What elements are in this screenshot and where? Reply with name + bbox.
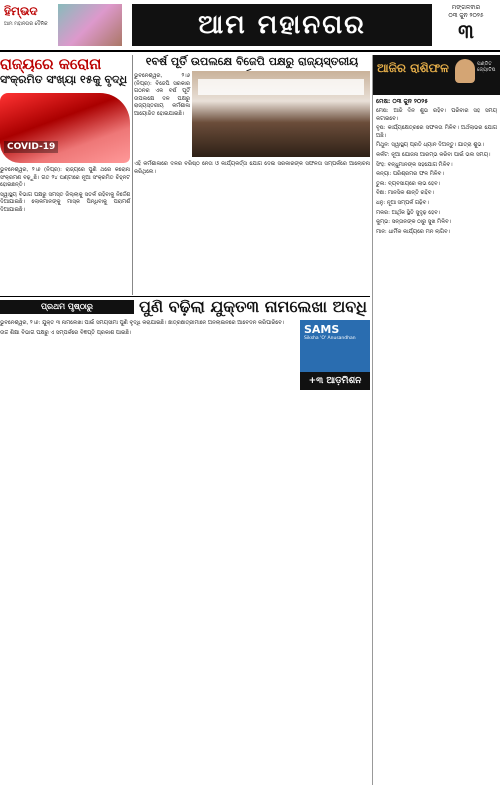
logo-tagline: ଆମ ମହାନଗର ଦୈନିକ (4, 21, 48, 27)
lead-story (0, 55, 130, 295)
sams-advertisement[interactable] (300, 320, 370, 372)
story2-body (134, 161, 370, 178)
masthead-logo-block (4, 4, 48, 48)
story2-paragraph: ଭୁବନେଶ୍ୱର, ୨।୬ (ନିପ୍ର): ବିଜେପି ସରକାର ଗଠନର ଏକ ବର୍ଷ ପୂର୍ତି ଉପଲକ୍ଷେ ଦଳ ପକ୍ଷରୁ ରାଜ୍ୟସ୍ତରୀୟ କର୍ମଶାଳା ଆୟୋଜିତ ହୋଇଯାଇଛି। (134, 73, 190, 117)
from-front-page-banner: ପ୍ରଥମ ପୃଷ୍ଠାରୁ (0, 300, 134, 314)
masthead-photo (58, 4, 122, 46)
masthead-title-box (132, 4, 432, 46)
covid-image-label: COVID-19 (4, 141, 58, 153)
horoscope-item: ମେଷ: ଆଜି ଦିନ ଶୁଭ ରହିବ। ପରିବାର ସହ ସମୟ କଟାଇବେ। (376, 108, 497, 122)
day-label: ମଙ୍ଗଳବାର (451, 4, 481, 11)
sidebar-title: ଆଜିର ରାଶିଫଳ (377, 61, 449, 75)
horoscope-item: କର୍କଟ: ନୂଆ ଯୋଜନା ଆରମ୍ଭ କରିବା ପାଇଁ ଭଲ ସମୟ। (376, 151, 491, 158)
horoscope-item: କନ୍ୟା: ପରିଶ୍ରମର ଫଳ ମିଳିବ। (376, 171, 444, 178)
masthead-date-block (436, 4, 496, 46)
astrologer-photo (455, 59, 475, 83)
ad-subtitle: Siksha 'O' Anusandhan (304, 336, 356, 341)
story2-body-left (134, 73, 190, 121)
masthead (0, 0, 500, 52)
ad-logo: SAMS (304, 323, 340, 336)
horoscope-list (373, 95, 500, 241)
logo: ହିମ୍ଭଦ (4, 4, 38, 18)
date-label: ୦୩ ଜୁନ ୨୦୨୫ (448, 12, 484, 19)
story3-paragraph: ଭୁବନେଶ୍ୱର, ୨।୬: ଯୁକ୍ତ ୩ ନାମଲେଖା ପାଇଁ ସମୟସୀମା ପୁଣି ବୃଦ୍ଧି କରାଯାଇଛି। ଛାତ୍ରଛାତ୍ରୀମାନେ ଅନଲାଇନରେ ଆବେଦନ କରିପାରିବେ। (0, 320, 285, 326)
horoscope-item: ବୃଷ: କାର୍ଯ୍ୟକ୍ଷେତ୍ରରେ ସଫଳତା ମିଳିବ। ଅର୍ଥଲାଭର ଯୋଗ ଅଛି। (376, 125, 497, 139)
lead-paragraph: ଭୁବନେଶ୍ୱର, ୨।୬ (ନିପ୍ର): ରାଜ୍ୟରେ ପୁଣି ଥରେ କରୋନା ସଂକ୍ରମଣ ବଢ଼ୁଛି। ଗତ ୨୪ ଘଣ୍ଟାରେ ନୂଆ ସଂକ୍ରମିତ ଚିହ୍ନଟ ହୋଇଛନ୍ତି। (0, 167, 130, 189)
story3-body (0, 320, 296, 339)
horoscope-item: ଧନୁ: ନୂଆ ସମ୍ପର୍କ ଗଢ଼ିବ। (376, 199, 429, 206)
horoscope-item: ମକର: ଆର୍ଥିକ ସ୍ଥିତି ସୁଦୃଢ଼ ହେବ। (376, 209, 441, 216)
workshop-photo (192, 71, 370, 157)
horoscope-date: ମେଷ: ୦୩ ଜୁନ ୨୦୨୫ (376, 98, 428, 105)
lead-body (0, 167, 130, 217)
masthead-title: ଆମ ମହାନଗର (198, 9, 366, 40)
story-bjp-workshop (134, 55, 370, 175)
sidebar-byline: ପଣ୍ଡିତ ଜ୍ୟୋତିଷ (477, 61, 496, 73)
horoscope-item: ମିଥୁନ: ସ୍ୱାସ୍ଥ୍ୟ ପ୍ରତି ଧ୍ୟାନ ଦିଅନ୍ତୁ। ଯାତ୍ରା ଶୁଭ। (376, 142, 484, 149)
story3-paragraph: ଉଚ୍ଚ ଶିକ୍ଷା ବିଭାଗ ପକ୍ଷରୁ ଏ ସମ୍ପର୍କରେ ବିଜ୍ଞପ୍ତି ପ୍ରକାଶ ପାଇଛି। (0, 329, 132, 336)
horoscope-item: ବିଛା: ମାନସିକ ଶାନ୍ତି ରହିବ। (376, 190, 434, 197)
horoscope-item: ମୀନ: ଧାର୍ମିକ କାର୍ଯ୍ୟରେ ମନ ଲାଗିବ। (376, 228, 451, 235)
horoscope-sidebar (372, 55, 500, 785)
horoscope-item: ତୁଳା: ବ୍ୟବସାୟରେ ଲାଭ ହେବ। (376, 180, 441, 187)
lead-paragraph: ସ୍ୱାସ୍ଥ୍ୟ ବିଭାଗ ପକ୍ଷରୁ ସମସ୍ତ ଜିଲ୍ଲାକୁ ସତର୍କ ରହିବାକୁ ନିର୍ଦ୍ଦେଶ ଦିଆଯାଇଛି। ଲୋକମାନଙ୍କୁ ମାସ୍କ ପିନ୍ଧିବାକୁ ପରାମର୍ଶ ଦିଆଯାଇଛି। (0, 191, 130, 213)
horoscope-item: କୁମ୍ଭ: ସନ୍ତାନଙ୍କ ଠାରୁ ସୁଖ ମିଳିବ। (376, 219, 452, 226)
story3-headline: ପୁଣି ବଢ଼ିଲା ଯୁକ୍ତ୩ ନାମଲେଖା ଅବଧି (138, 297, 368, 316)
horoscope-item: ସିଂହ: ବନ୍ଧୁମାନଙ୍କ ସହଯୋଗ ମିଳିବ। (376, 161, 453, 168)
story2-headline: ୧ବର୍ଷ ପୂର୍ତି ଉପଲକ୍ଷେ ବିଜେପି ପକ୍ଷରୁ ରାଜ୍ୟସ୍ତରୀୟ (145, 55, 359, 68)
story2-paragraph: ଏହି କର୍ମଶାଳାରେ ଦଳର ବରିଷ୍ଠ ନେତା ଓ କାର୍ଯ୍ୟକର୍ତ୍ତା ଯୋଗ ଦେଇ ସରକାରଙ୍କ ସଫଳତା ସମ୍ପର୍କରେ ଆଲୋଚନା କରିଥିଲେ। (134, 161, 370, 175)
lead-subhead: ସଂକ୍ରମିତ ସଂଖ୍ୟା ୧୫କୁ ବୃଦ୍ଧି (0, 73, 128, 86)
sidebar-header (373, 55, 500, 95)
ad-admission-banner[interactable]: +୩ ଆଡ଼ମିଶନ (300, 372, 370, 390)
lead-headline: ରାଜ୍ୟରେ କରୋନା (0, 55, 102, 73)
page-number: ୩ (458, 19, 474, 43)
horoscope-items (376, 108, 497, 236)
